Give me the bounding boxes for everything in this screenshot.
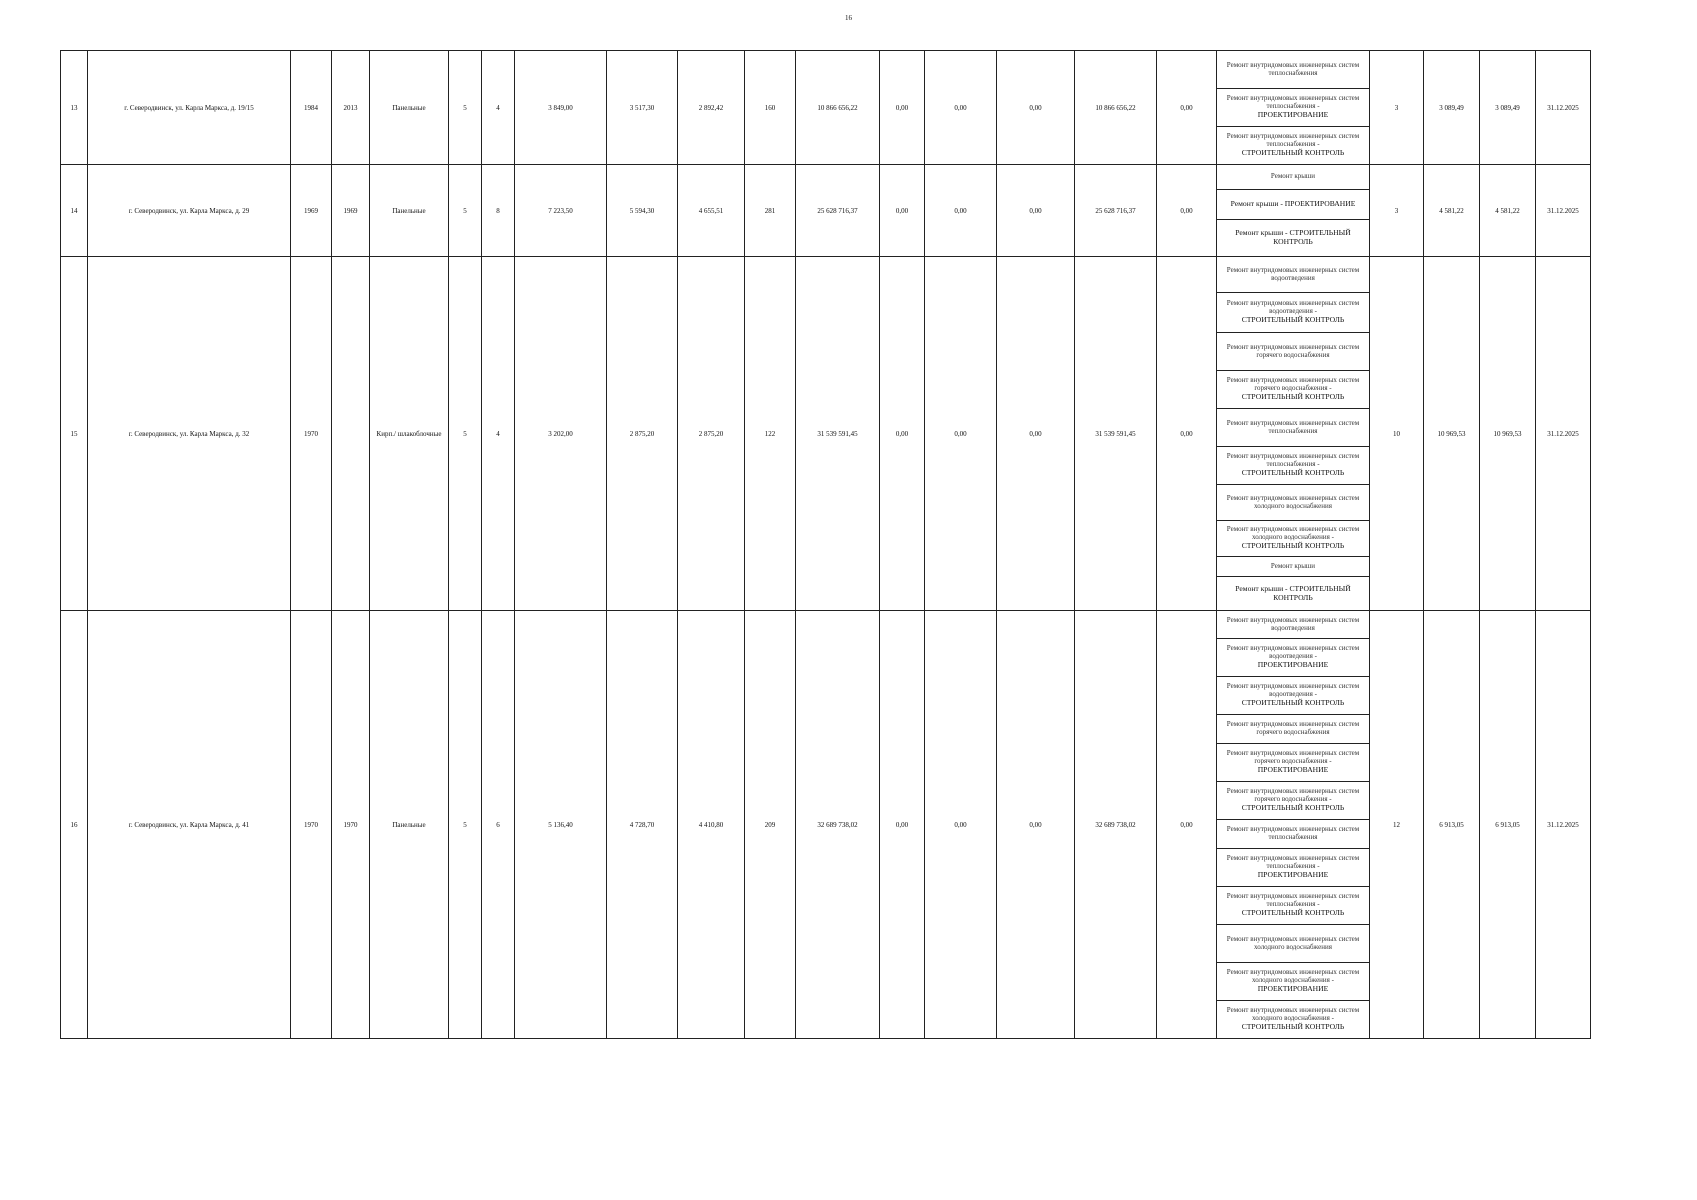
- cost-owners: 25 628 716,37: [1075, 165, 1157, 257]
- table-row: [61, 51, 1591, 89]
- capital-repair-table: [60, 50, 1591, 1039]
- cost-fund: 0,00: [880, 257, 925, 611]
- residents-count: 122: [745, 257, 796, 611]
- house-address: г. Северодвинск, ул. Карла Маркса, д. 29: [88, 165, 291, 257]
- cost-fund: 0,00: [880, 51, 925, 165]
- cost-total: 32 689 738,02: [796, 611, 880, 1039]
- work-type-text: Ремонт внутридомовых инженерных систем горячего водоснабжения -: [1226, 749, 1360, 766]
- works-count: 3: [1370, 165, 1424, 257]
- work-type-text: Ремонт внутридомовых инженерных систем водоотведения -: [1226, 299, 1360, 316]
- work-type-cell: [1217, 485, 1370, 521]
- work-type-text: Ремонт внутридомовых инженерных систем водоотведения: [1226, 615, 1360, 632]
- area-residential: 4 410,80: [678, 611, 745, 1039]
- work-type-cell: [1217, 887, 1370, 925]
- work-type-cell: [1217, 611, 1370, 639]
- work-type-text: Ремонт внутридомовых инженерных систем холодного водоснабжения -: [1226, 1006, 1360, 1023]
- max-unit-cost: 6 913,05: [1480, 611, 1536, 1039]
- cost-municipal: 0,00: [997, 51, 1075, 165]
- year-built: 1984: [291, 51, 332, 165]
- work-type-stage: Ремонт крыши - СТРОИТЕЛЬНЫЙ КОНТРОЛЬ: [1235, 228, 1351, 246]
- entrances-count: 8: [482, 165, 515, 257]
- work-type-stage: ПРОЕКТИРОВАНИЕ: [1257, 764, 1329, 774]
- work-type-text: Ремонт внутридомовых инженерных систем теплоснабжения: [1226, 418, 1360, 435]
- cost-owners: 10 866 656,22: [1075, 51, 1157, 165]
- area-residential: 4 655,51: [678, 165, 745, 257]
- total-area: 3 202,00: [515, 257, 607, 611]
- cost-owners: 31 539 591,45: [1075, 257, 1157, 611]
- residents-count: 281: [745, 165, 796, 257]
- work-type-text: Ремонт внутридомовых инженерных систем водоотведения -: [1226, 644, 1360, 661]
- cost-total: 31 539 591,45: [796, 257, 880, 611]
- work-type-stage: Ремонт крыши - ПРОЕКТИРОВАНИЕ: [1230, 199, 1356, 209]
- work-type-cell: [1217, 371, 1370, 409]
- year-reconstruction: 1969: [332, 165, 370, 257]
- year-built: 1969: [291, 165, 332, 257]
- work-type-stage: Ремонт крыши - СТРОИТЕЛЬНЫЙ КОНТРОЛЬ: [1235, 583, 1351, 602]
- house-address: г. Северодвинск, ул. Карла Маркса, д. 32: [88, 257, 291, 611]
- unit-cost: 6 913,05: [1424, 611, 1480, 1039]
- deadline-date: 31.12.2025: [1536, 165, 1591, 257]
- work-type-cell: [1217, 639, 1370, 677]
- work-type-cell: [1217, 220, 1370, 257]
- work-type-cell: [1217, 925, 1370, 963]
- deadline-date: 31.12.2025: [1536, 51, 1591, 165]
- work-type-text: Ремонт внутридомовых инженерных систем теплоснабжения -: [1226, 132, 1360, 149]
- wall-material: Панельные: [370, 51, 449, 165]
- cost-municipal: 0,00: [997, 165, 1075, 257]
- table-row: [61, 611, 1591, 639]
- cost-total: 10 866 656,22: [796, 51, 880, 165]
- work-type-text: Ремонт внутридомовых инженерных систем холодного водоснабжения -: [1226, 968, 1360, 985]
- work-type-stage: ПРОЕКТИРОВАНИЕ: [1257, 659, 1329, 669]
- floors-count: 5: [449, 611, 482, 1039]
- wall-material: Панельные: [370, 611, 449, 1039]
- work-type-text: Ремонт внутридомовых инженерных систем холодного водоснабжения: [1226, 493, 1360, 510]
- work-type-cell: [1217, 521, 1370, 557]
- works-count: 12: [1370, 611, 1424, 1039]
- work-type-cell: [1217, 51, 1370, 89]
- cost-region: 0,00: [925, 257, 997, 611]
- work-type-stage: СТРОИТЕЛЬНЫЙ КОНТРОЛЬ: [1241, 802, 1345, 812]
- area-all-premises: 4 728,70: [607, 611, 678, 1039]
- work-type-cell: [1217, 820, 1370, 849]
- works-count: 3: [1370, 51, 1424, 165]
- wall-material: Кирп./ шлакоблочные: [370, 257, 449, 611]
- work-type-cell: [1217, 963, 1370, 1001]
- work-type-text: Ремонт внутридомовых инженерных систем теплоснабжения: [1226, 825, 1360, 841]
- area-all-premises: 3 517,30: [607, 51, 678, 165]
- max-unit-cost: 4 581,22: [1480, 165, 1536, 257]
- total-area: 5 136,40: [515, 611, 607, 1039]
- cost-owners: 32 689 738,02: [1075, 611, 1157, 1039]
- total-area: 3 849,00: [515, 51, 607, 165]
- work-type-stage: ПРОЕКТИРОВАНИЕ: [1257, 983, 1329, 993]
- work-type-cell: [1217, 447, 1370, 485]
- year-built: 1970: [291, 257, 332, 611]
- deadline-date: 31.12.2025: [1536, 257, 1591, 611]
- cost-fund: 0,00: [880, 165, 925, 257]
- work-type-cell: [1217, 293, 1370, 333]
- work-type-stage: СТРОИТЕЛЬНЫЙ КОНТРОЛЬ: [1241, 907, 1345, 917]
- cost-other: 0,00: [1157, 257, 1217, 611]
- year-reconstruction: 2013: [332, 51, 370, 165]
- work-type-text: Ремонт внутридомовых инженерных систем горячего водоснабжения -: [1226, 376, 1360, 393]
- residents-count: 160: [745, 51, 796, 165]
- work-type-text: Ремонт внутридомовых инженерных систем теплоснабжения -: [1226, 854, 1360, 871]
- work-type-text: Ремонт внутридомовых инженерных систем горячего водоснабжения: [1226, 342, 1360, 359]
- cost-region: 0,00: [925, 611, 997, 1039]
- table-row: [61, 165, 1591, 190]
- unit-cost: 4 581,22: [1424, 165, 1480, 257]
- cost-region: 0,00: [925, 165, 997, 257]
- house-address: г. Северодвинск, ул. Карла Маркса, д. 41: [88, 611, 291, 1039]
- work-type-text: Ремонт внутридомовых инженерных систем холодного водоснабжения: [1226, 934, 1360, 951]
- work-type-stage: СТРОИТЕЛЬНЫЙ КОНТРОЛЬ: [1241, 314, 1345, 324]
- work-type-cell: [1217, 89, 1370, 127]
- floors-count: 5: [449, 257, 482, 611]
- entrances-count: 4: [482, 257, 515, 611]
- entrances-count: 4: [482, 51, 515, 165]
- work-type-cell: [1217, 849, 1370, 887]
- work-type-cell: [1217, 715, 1370, 744]
- work-type-text: Ремонт крыши: [1270, 172, 1316, 181]
- wall-material: Панельные: [370, 165, 449, 257]
- year-built: 1970: [291, 611, 332, 1039]
- page-number: 16: [845, 14, 852, 22]
- residents-count: 209: [745, 611, 796, 1039]
- work-type-cell: [1217, 677, 1370, 715]
- work-type-cell: [1217, 127, 1370, 165]
- area-residential: 2 875,20: [678, 257, 745, 611]
- work-type-stage: СТРОИТЕЛЬНЫЙ КОНТРОЛЬ: [1241, 540, 1345, 550]
- total-area: 7 223,50: [515, 165, 607, 257]
- work-type-cell: [1217, 557, 1370, 577]
- work-type-stage: СТРОИТЕЛЬНЫЙ КОНТРОЛЬ: [1241, 467, 1345, 477]
- work-type-stage: СТРОИТЕЛЬНЫЙ КОНТРОЛЬ: [1241, 697, 1345, 707]
- work-type-text: Ремонт внутридомовых инженерных систем теплоснабжения -: [1226, 94, 1360, 111]
- unit-cost: 3 089,49: [1424, 51, 1480, 165]
- work-type-cell: [1217, 577, 1370, 611]
- cost-other: 0,00: [1157, 611, 1217, 1039]
- cost-region: 0,00: [925, 51, 997, 165]
- year-reconstruction: [332, 257, 370, 611]
- floors-count: 5: [449, 51, 482, 165]
- max-unit-cost: 3 089,49: [1480, 51, 1536, 165]
- works-count: 10: [1370, 257, 1424, 611]
- unit-cost: 10 969,53: [1424, 257, 1480, 611]
- work-type-text: Ремонт внутридомовых инженерных систем теплоснабжения -: [1226, 452, 1360, 469]
- work-type-text: Ремонт внутридомовых инженерных систем водоотведения -: [1226, 682, 1360, 699]
- work-type-stage: ПРОЕКТИРОВАНИЕ: [1257, 869, 1329, 879]
- work-type-cell: [1217, 165, 1370, 190]
- work-type-cell: [1217, 190, 1370, 220]
- work-type-text: Ремонт внутридомовых инженерных систем горячего водоснабжения -: [1226, 787, 1360, 804]
- deadline-date: 31.12.2025: [1536, 611, 1591, 1039]
- work-type-text: Ремонт внутридомовых инженерных систем теплоснабжения: [1226, 60, 1360, 77]
- work-type-cell: [1217, 744, 1370, 782]
- floors-count: 5: [449, 165, 482, 257]
- work-type-cell: [1217, 257, 1370, 293]
- work-type-cell: [1217, 782, 1370, 820]
- work-type-stage: СТРОИТЕЛЬНЫЙ КОНТРОЛЬ: [1241, 391, 1345, 401]
- work-type-text: Ремонт внутридомовых инженерных систем теплоснабжения -: [1226, 892, 1360, 909]
- cost-other: 0,00: [1157, 165, 1217, 257]
- row-number: 14: [61, 165, 88, 257]
- work-type-text: Ремонт внутридомовых инженерных систем холодного водоснабжения -: [1226, 525, 1360, 542]
- work-type-text: Ремонт внутридомовых инженерных систем горячего водоснабжения: [1226, 720, 1360, 736]
- cost-fund: 0,00: [880, 611, 925, 1039]
- house-address: г. Северодвинск, ул. Карла Маркса, д. 19/15: [88, 51, 291, 165]
- work-type-cell: [1217, 1001, 1370, 1039]
- entrances-count: 6: [482, 611, 515, 1039]
- cost-municipal: 0,00: [997, 257, 1075, 611]
- max-unit-cost: 10 969,53: [1480, 257, 1536, 611]
- work-type-text: Ремонт внутридомовых инженерных систем водоотведения: [1226, 265, 1360, 282]
- area-residential: 2 892,42: [678, 51, 745, 165]
- work-type-stage: СТРОИТЕЛЬНЫЙ КОНТРОЛЬ: [1241, 147, 1345, 157]
- area-all-premises: 5 594,30: [607, 165, 678, 257]
- work-type-stage: СТРОИТЕЛЬНЫЙ КОНТРОЛЬ: [1241, 1021, 1345, 1031]
- work-type-text: Ремонт крыши: [1270, 561, 1316, 570]
- table-row: [61, 257, 1591, 293]
- work-type-cell: [1217, 333, 1370, 371]
- area-all-premises: 2 875,20: [607, 257, 678, 611]
- cost-other: 0,00: [1157, 51, 1217, 165]
- row-number: 13: [61, 51, 88, 165]
- year-reconstruction: 1970: [332, 611, 370, 1039]
- cost-municipal: 0,00: [997, 611, 1075, 1039]
- row-number: 15: [61, 257, 88, 611]
- cost-total: 25 628 716,37: [796, 165, 880, 257]
- work-type-cell: [1217, 409, 1370, 447]
- work-type-stage: ПРОЕКТИРОВАНИЕ: [1257, 109, 1329, 119]
- row-number: 16: [61, 611, 88, 1039]
